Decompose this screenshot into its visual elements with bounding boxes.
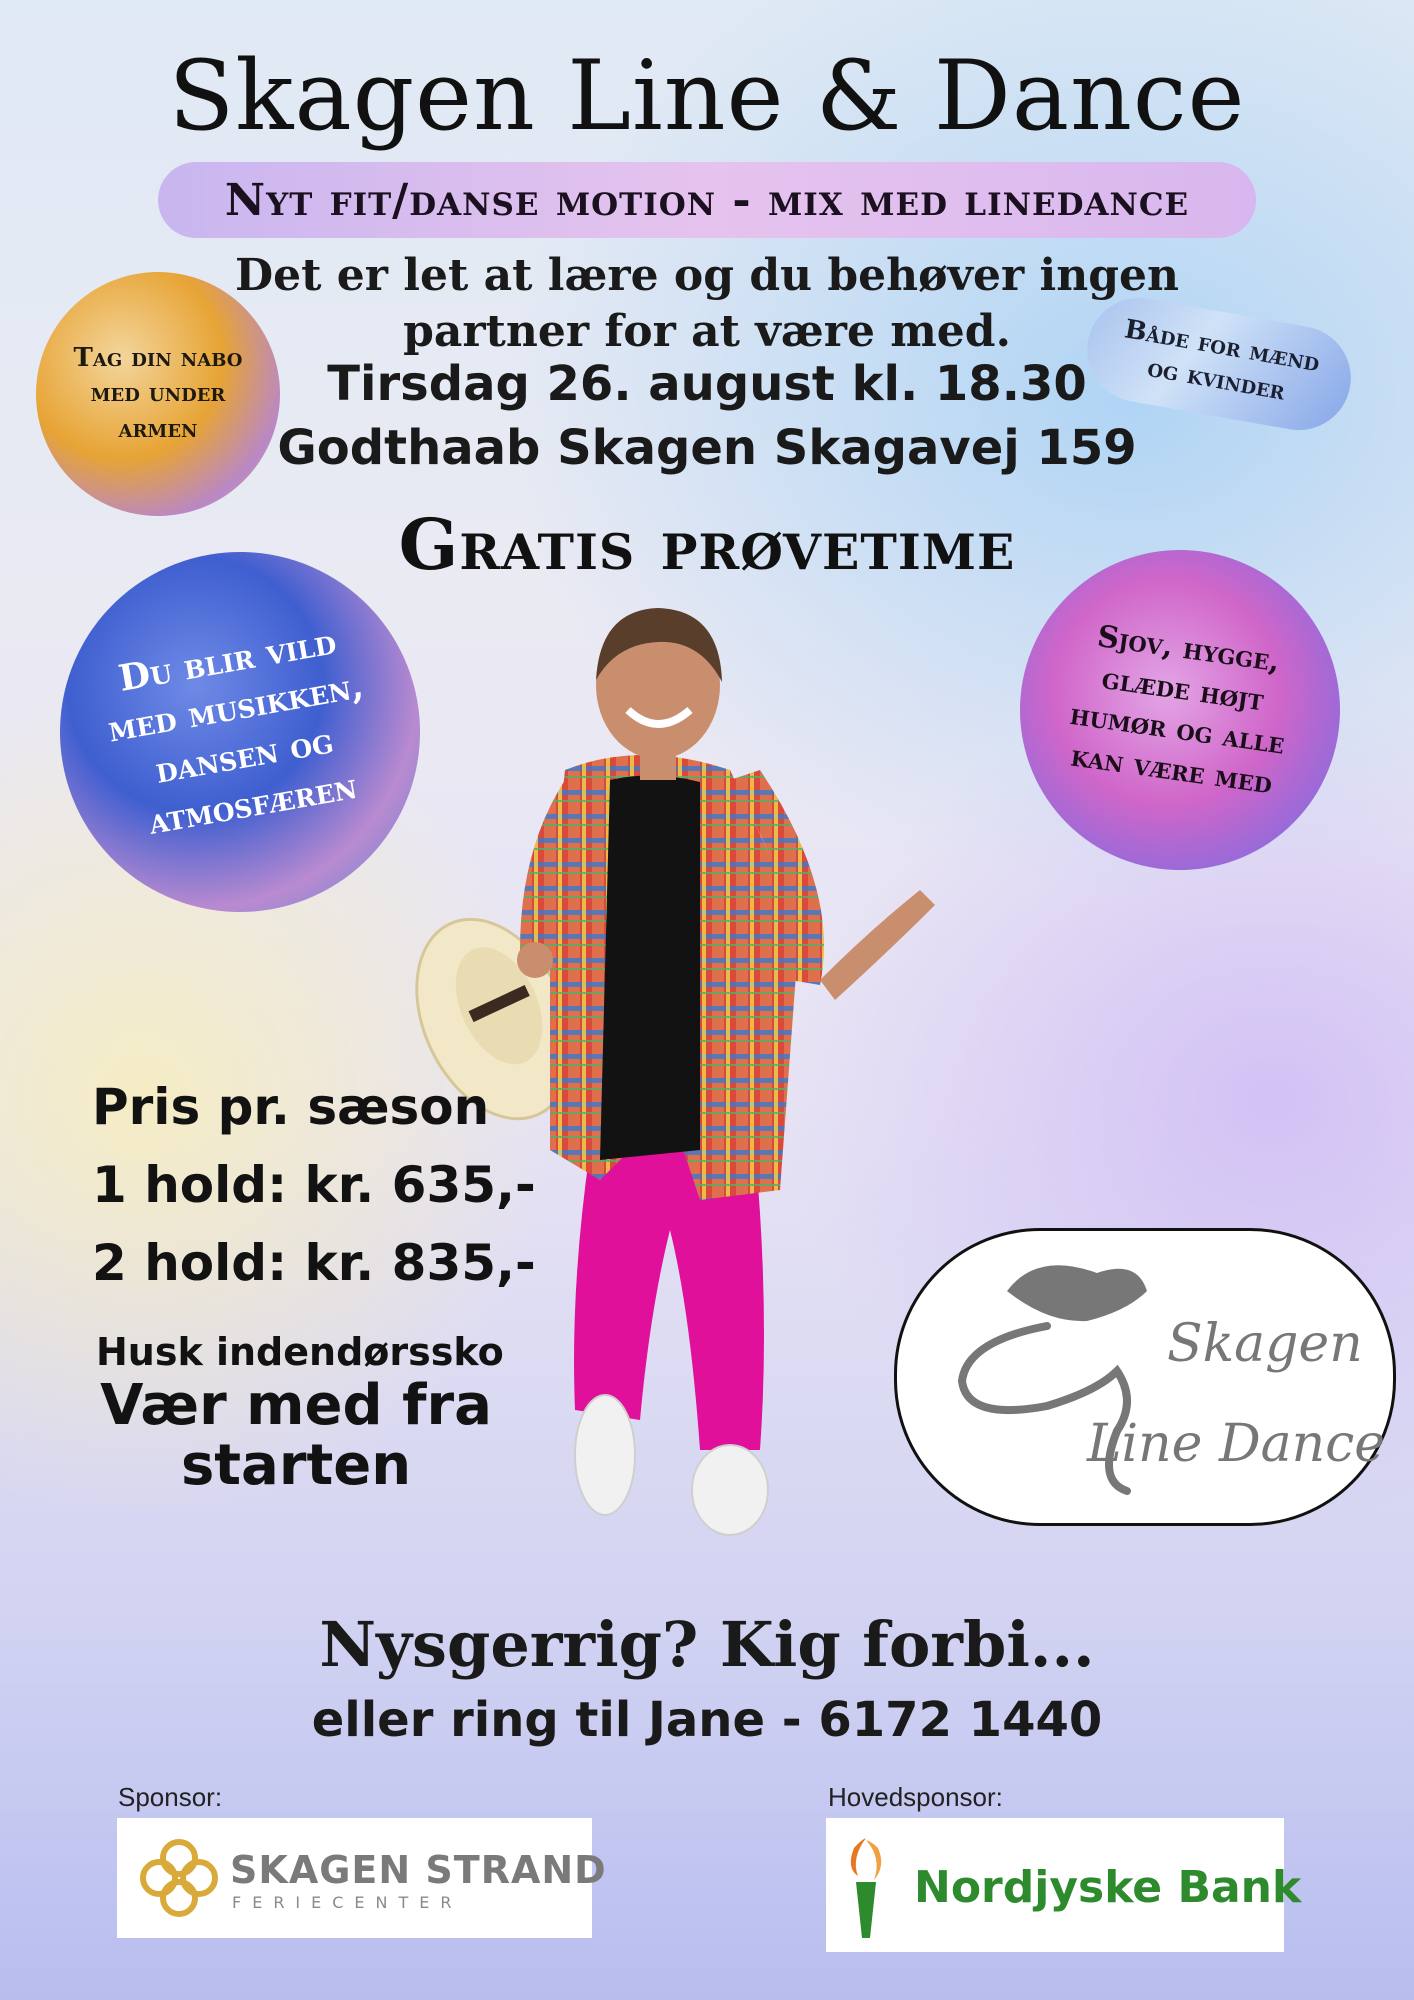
club-logo [894,1228,1396,1526]
indoor-shoes-reminder: Husk indendørssko [96,1330,504,1374]
event-date: Tirsdag 26. august kl. 18.30 [327,356,1087,412]
subtitle-text: Nyt fit/danse motion - mix med linedance [224,174,1190,226]
clover-icon [117,1818,237,1938]
sponsor-label: Sponsor: [118,1782,223,1812]
event-address: Godthaab Skagen Skagavej 159 [277,420,1137,476]
music-bubble-text: Du blir vild med musikken, dansen og atmosfæren [105,620,367,843]
price-two-teams: 2 hold: kr. 835,- [92,1234,536,1292]
main-sponsor-name: Nordjyske Bank [914,1862,1302,1913]
sponsor-subtitle: FERIECENTER [232,1893,463,1912]
cowboy-hat-lasso-icon [897,1231,1393,1523]
intro-line-2: partner for at være med. [403,306,1011,357]
torch-icon [826,1818,906,1952]
free-trial-heading: Gratis prøvetime [398,503,1016,586]
neighbor-bubble [36,272,280,516]
intro-line-1: Det er let at lære og du behøver ingen [234,250,1180,301]
poster-title: Skagen Line & Dance [168,40,1246,152]
price-one-team: 1 hold: kr. 635,- [92,1156,536,1214]
price-heading: Pris pr. sæson [92,1078,490,1136]
phone-contact: eller ring til Jane - 6172 1440 [311,1692,1103,1748]
sponsor-name: SKAGEN STRAND [230,1848,607,1892]
join-from-start: Vær med fra starten [100,1373,492,1499]
main-sponsor-label: Hovedsponsor: [828,1782,1003,1812]
music-bubble [31,523,448,940]
logo-text: Skagen [1167,1314,1363,1374]
neighbor-bubble-text: Tag din nabo med under armen [73,343,243,444]
subtitle-banner [158,162,1256,238]
fun-bubble-text: Sjov, hygge, glæde højt humør og alle kan være med [1067,618,1287,801]
svg-text:Line Dance: Line Dance [1087,1414,1386,1474]
curious-headline: Nysgerrig? Kig forbi... [319,1608,1095,1681]
gender-bubble-text: Både for mænd og kvinder [1122,314,1322,407]
